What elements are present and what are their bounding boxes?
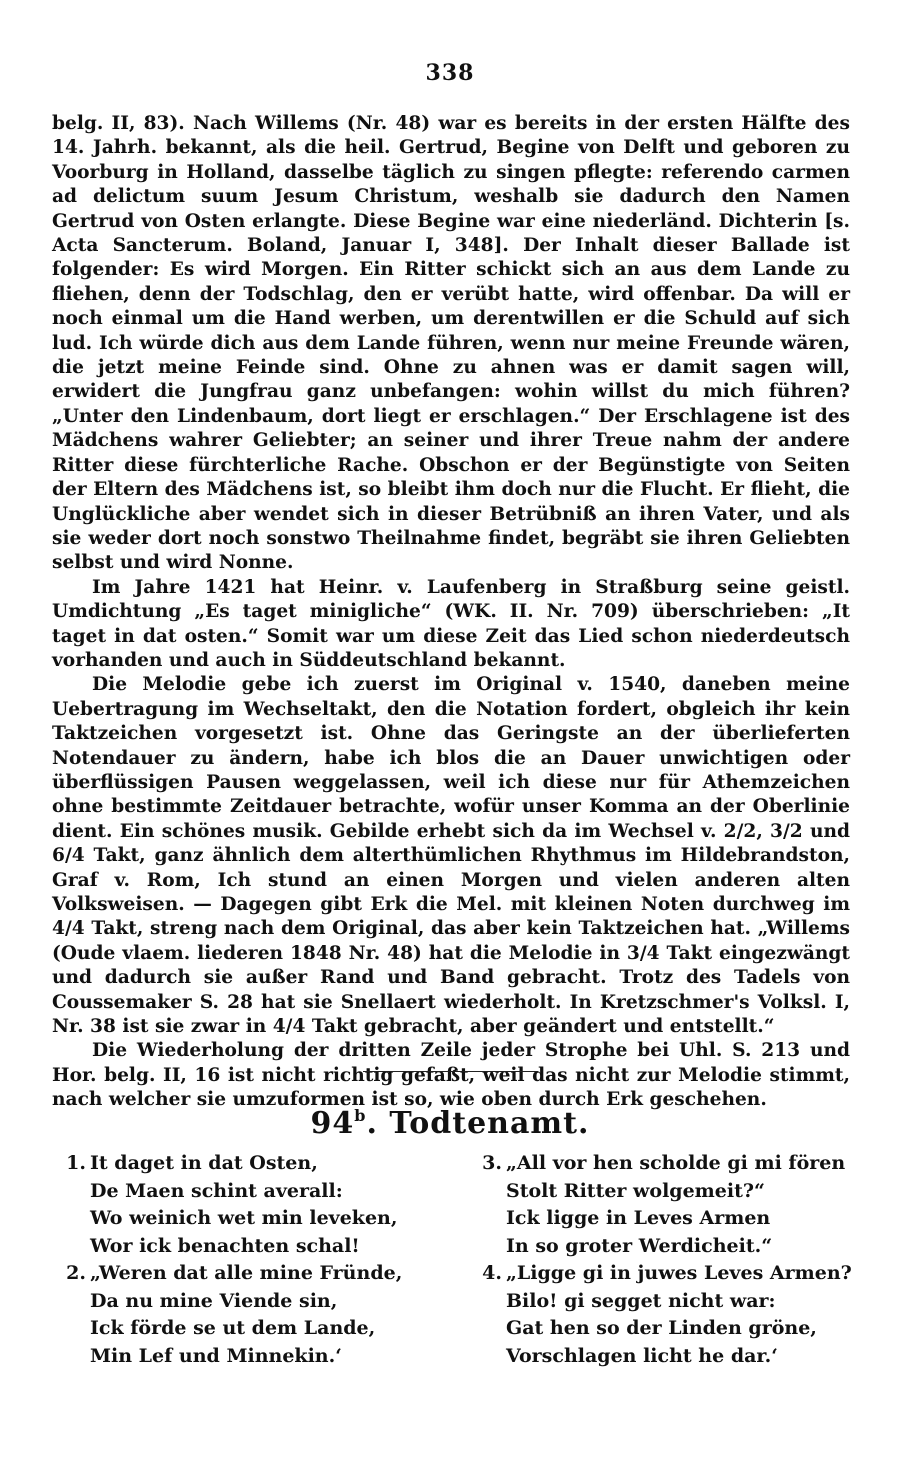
paragraph-2: Im Jahre 1421 hat Heinr. v. Laufenberg in Straßburg seine geistl. Umdichtung „Es taget minigliche“ (WK. II. Nr. 709) überschrieben: „It taget in dat osten.“ Somit war um diese Zeit das Lied schon niederdeutsch vorhanden und auch in Süddeutschland bekannt. — [52, 576, 850, 671]
stanza-line: Bilo! gi segget nicht war: — [506, 1289, 776, 1312]
heading-title: Todtenamt. — [389, 1106, 590, 1141]
stanza-line: It daget in dat Osten, — [90, 1152, 318, 1174]
stanza-line: Min Lef und Minnekin.‘ — [90, 1344, 342, 1367]
page-number: 338 — [425, 60, 475, 86]
stanza-number: 2. — [66, 1262, 86, 1284]
body-text — [52, 112, 850, 1113]
paragraph-4: Die Wiederholung der dritten Zeile jeder Strophe bei Uhl. S. 213 und Hor. belg. II, 16 ist nicht richtig gefaßt, weil das nicht zur Melodie stimmt, nach welcher sie umzuformen ist so, wie oben durch Erk geschehen. — [52, 1040, 850, 1111]
stanza-line: Gat hen so der Linden gröne, — [506, 1317, 817, 1339]
stanza-line: Stolt Ritter wolgemeit?“ — [506, 1179, 765, 1202]
stanza-line: Ick ligge in Leves Armen — [506, 1207, 771, 1229]
stanza-line: Wo weinich wet min leveken, — [90, 1207, 398, 1229]
stanza-number: 3. — [482, 1152, 502, 1174]
stanza-3 — [476, 1150, 845, 1260]
section-heading: 94$^b$. Todtenamt. — [310, 1106, 590, 1141]
stanza-line: „Ligge gi in juwes Leves Armen? — [506, 1262, 852, 1284]
section-divider — [363, 1071, 538, 1072]
stanza-line: Da nu mine Viende sin, — [90, 1289, 338, 1312]
stanza-line: In so groter Werdicheit.“ — [506, 1234, 773, 1257]
heading-number: 94 — [310, 1106, 355, 1141]
stanza-line: De Maen schint averall: — [90, 1179, 343, 1202]
stanza-line: Vorschlagen licht he dar.‘ — [506, 1344, 778, 1367]
stanza-line: „All vor hen scholde gi mi fören — [506, 1152, 846, 1174]
heading-superscript: b — [354, 1106, 367, 1125]
stanza-2 — [60, 1260, 402, 1370]
stanza-4 — [476, 1260, 852, 1370]
stanza-number: 4. — [482, 1262, 502, 1284]
stanza-line: Wor ick benachten schal! — [90, 1234, 360, 1257]
stanza-line: „Weren dat alle mine Fründe, — [90, 1262, 403, 1284]
stanza-line: Ick förde se ut dem Lande, — [90, 1317, 376, 1339]
stanza-number: 1. — [66, 1152, 86, 1174]
paragraph-3: Die Melodie gebe ich zuerst im Original v. 1540, daneben meine Uebertragung im Wechseltakt, den die Notation fordert, obgleich ihr kein Taktzeichen vorgesetzt ist. Ohne das Geringste an der überlieferten Notendauer zu ändern, habe ich blos die an Dauer unwichtigen oder überflüssigen Pausen weggelassen, weil ich diese nur für Athemzeichen ohne bestimmte Zeitdauer betrachte, wofür unser Komma an der Oberlinie dient. Ein schönes musik. Gebilde erhebt sich da im Wechsel v. 2/2, 3/2 und 6/4 Takt, ganz ähnlich dem alterthümlichen Rhythmus im Hildebrandston, Graf v. Rom, Ich stund an einen Morgen und vielen anderen alten Volksweisen. — Dagegen gibt Erk die Mel. mit kleinen Noten durchweg im 4/4 Takt, streng nach dem Original, das aber kein Taktzeichen hat. „Willems (Oude vlaem. liederen 1848 Nr. 48) hat die Melodie in 3/4 Takt eingezwängt und dadurch sie außer Rand und Band gebracht. Trotz des Tadels von Coussemaker S. 28 hat sie Snellaert wiederholt. In Kretzschmer's Volksl. I, Nr. 38 ist sie zwar in 4/4 Takt gebracht, aber geändert und entstellt.“ — [52, 674, 850, 1038]
paragraph-1: belg. II, 83). Nach Willems (Nr. 48) war es bereits in der ersten Hälfte des 14. Jahrh. bekannt, als die heil. Gertrud, Begine von Delft und geboren zu Voorburg in Holland, dasselbe täglich zu singen pflegte: referendo carmen ad delictum suum Jesum Christum, weshalb sie dadurch den Namen Gertrud von Osten erlangte. Diese Begine war eine niederländ. Dichterin [s. Acta Sancterum. Boland, Januar I, 348]. Der Inhalt dieser Ballade ist folgender: Es wird Morgen. Ein Ritter schickt sich an aus dem Lande zu fliehen, denn der Todschlag, den er verübt hatte, wird offenbar. Da will er noch einmal um die Hand werben, um derentwillen er die Schuld auf sich lud. Ich würde dich aus dem Lande führen, wenn nur meine Freunde wären, die jetzt meine Feinde sind. Ohne zu ahnen was er damit sagen will, erwidert die Jungfrau ganz unbefangen: wohin willst du mich führen? „Unter den Lindenbaum, dort liegt er erschlagen.“ Der Erschlagene ist des Mädchens wahrer Geliebter; an seiner und ihrer Treue nahm der andere Ritter diese fürchterliche Rache. Obschon er der Begünstigte von Seiten der Eltern des Mädchens ist, so bleibt ihm doch nur die Flucht. Er flieht, die Unglückliche aber wendet sich in dieser Betrübniß an ihren Vater, und als sie weder dort noch sonstwo Theilnahme findet, begräbt sie ihren Geliebten selbst und wird Nonne. — [52, 113, 850, 574]
stanza-1 — [60, 1150, 397, 1260]
